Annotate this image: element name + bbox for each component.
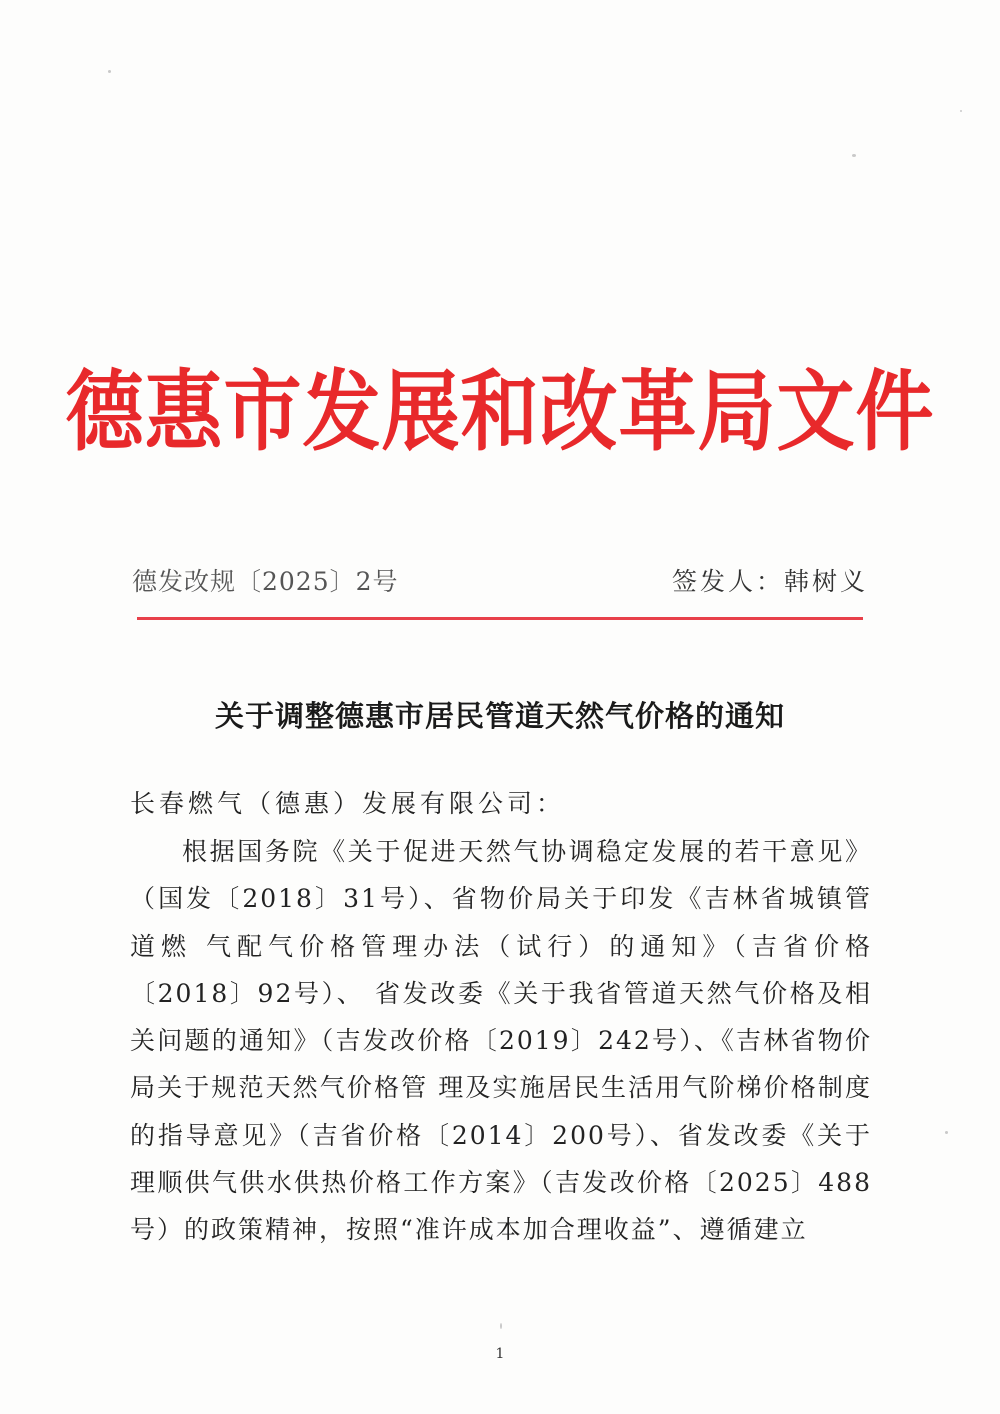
signer-line: 签发人：韩树义: [671, 567, 868, 596]
scan-speck: [108, 70, 111, 73]
scan-speck: [500, 1323, 502, 1329]
document-number: 德发改规〔2025〕2号: [132, 567, 399, 596]
scan-speck: [960, 110, 962, 112]
addressee-line: 长春燃气（德惠）发展有限公司：: [130, 789, 566, 818]
scan-speck: [852, 154, 856, 157]
issuer-header-title: 德惠市发展和改革局文件: [65, 362, 935, 464]
red-divider-rule: [137, 617, 863, 620]
scan-speck: [945, 1131, 948, 1134]
page-number: 1: [495, 1346, 505, 1362]
body-paragraph: 根据国务院《关于促进天然气协调稳定发展的若干意见》（国发〔2018〕31号）、省物价局关于印发《吉林省城镇管道燃 气配气价格管理办法（试行）的通知》（吉省价格〔2018〕92号）、 省发改委《关于我省管道天然气价格及相关问题的通知》（吉发改价格〔2019〕242号）、《吉林省物价局关于规范天然气价格管 理及实施居民生活用气阶梯价格制度的指导意见》（吉省价格〔2014〕200号）、省发改委《关于理顺供气供水供热价格工作方案》（吉发改价格〔2025〕488号）的政策精神，按照“准许成本加合理收益”、遵循建立: [130, 837, 872, 1245]
notice-title: 关于调整德惠市居民管道天然气价格的通知: [214, 699, 785, 733]
